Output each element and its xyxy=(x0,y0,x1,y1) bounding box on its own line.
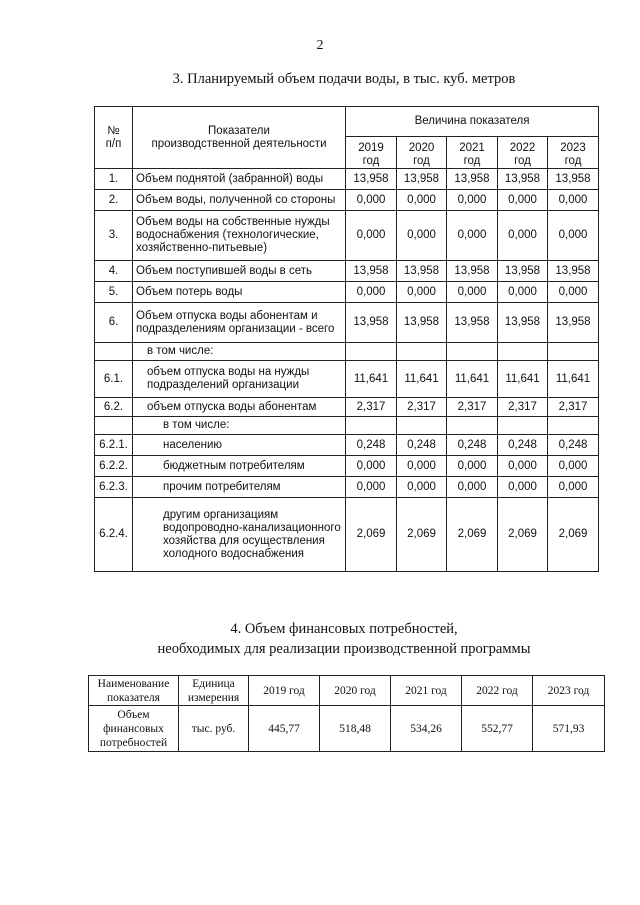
fin-data-cell: 534,26 xyxy=(391,706,462,752)
header-year-value: 2022 xyxy=(509,142,536,154)
header-value-group: Величина показателя xyxy=(346,107,599,137)
row-value: 0,000 xyxy=(447,456,498,477)
fin-data-cell: тыс. руб. xyxy=(179,706,249,752)
section-3-title: 3. Планируемый объем подачи воды, в тыс. куб. метров xyxy=(172,71,516,87)
row-value: 2,317 xyxy=(548,398,599,417)
row-value: 13,958 xyxy=(548,169,599,190)
row-number: 6.1. xyxy=(95,361,133,398)
fin-data-cell: Объем финансовых потребностей xyxy=(89,706,179,752)
row-value: 2,317 xyxy=(447,398,498,417)
row-label: объем отпуска воды на нужды подразделений организации xyxy=(133,361,346,398)
row-value: 0,000 xyxy=(548,211,599,261)
row-value: 2,069 xyxy=(397,498,447,572)
fin-header-cell: 2022 год xyxy=(462,676,533,706)
fin-data-row xyxy=(89,706,605,752)
row-value xyxy=(346,417,397,435)
row-number: 3. xyxy=(95,211,133,261)
table-row xyxy=(95,361,599,398)
row-value: 0,000 xyxy=(447,190,498,211)
section-4-title-line2: необходимых для реализации производственной программы xyxy=(157,641,531,657)
header-year-value: 2021 xyxy=(459,142,485,154)
row-value: 13,958 xyxy=(397,261,447,282)
page-number: 2 xyxy=(316,38,324,53)
row-value: 0,248 xyxy=(346,435,397,456)
row-value xyxy=(498,343,548,361)
table-row xyxy=(95,343,599,361)
header-year-unit: год xyxy=(514,155,531,167)
row-value: 0,248 xyxy=(548,435,599,456)
row-value: 0,000 xyxy=(498,456,548,477)
row-value xyxy=(346,343,397,361)
row-value: 0,000 xyxy=(346,477,397,498)
row-value: 0,000 xyxy=(498,477,548,498)
row-number: 6.2.2. xyxy=(95,456,133,477)
row-value: 0,000 xyxy=(346,456,397,477)
row-label: в том числе: xyxy=(133,343,346,361)
row-number: 5. xyxy=(95,282,133,303)
header-year-value: 2020 xyxy=(408,142,435,154)
table-header-row xyxy=(95,107,599,137)
row-number: 4. xyxy=(95,261,133,282)
row-value: 0,000 xyxy=(397,282,447,303)
row-label: в том числе: xyxy=(133,417,346,435)
row-value: 0,000 xyxy=(548,190,599,211)
row-label: Объем потерь воды xyxy=(133,282,346,303)
row-value: 13,958 xyxy=(397,169,447,190)
water-supply-table xyxy=(94,106,599,572)
row-value xyxy=(397,343,447,361)
fin-header-cell: Наименование показателя xyxy=(89,676,179,706)
row-label: Объем воды на собственные нужды водоснабжения (технологические, хозяйственно-питьевые) xyxy=(133,211,346,261)
fin-data-cell: 571,93 xyxy=(533,706,605,752)
header-year-unit: год xyxy=(362,155,380,167)
row-label: Объем воды, полученной со стороны xyxy=(133,190,346,211)
row-value: 2,069 xyxy=(447,498,498,572)
table-row xyxy=(95,477,599,498)
row-number: 1. xyxy=(95,169,133,190)
row-value: 11,641 xyxy=(498,361,548,398)
table-row xyxy=(95,435,599,456)
row-value: 11,641 xyxy=(397,361,447,398)
row-number: 6.2.1. xyxy=(95,435,133,456)
row-value: 2,317 xyxy=(498,398,548,417)
row-value xyxy=(447,343,498,361)
row-number: 6. xyxy=(95,303,133,343)
row-label: прочим потребителям xyxy=(133,477,346,498)
row-value xyxy=(548,417,599,435)
row-value: 13,958 xyxy=(498,303,548,343)
row-value xyxy=(447,417,498,435)
row-value: 13,958 xyxy=(346,303,397,343)
fin-header-cell: 2019 год xyxy=(249,676,320,706)
row-value: 2,317 xyxy=(397,398,447,417)
row-value: 11,641 xyxy=(346,361,397,398)
fin-header-cell: Единица измерения xyxy=(179,676,249,706)
header-year xyxy=(498,137,548,169)
section-4-title xyxy=(84,619,604,659)
row-label: Объем отпуска воды абонентам и подразделениям организации - всего xyxy=(133,303,346,343)
row-value: 0,000 xyxy=(397,190,447,211)
row-value: 13,958 xyxy=(346,261,397,282)
row-value: 0,000 xyxy=(397,211,447,261)
section-4-title-line1: 4. Объем финансовых потребностей, xyxy=(230,621,458,637)
row-value: 0,000 xyxy=(447,211,498,261)
fin-data-cell: 445,77 xyxy=(249,706,320,752)
header-year xyxy=(447,137,498,169)
row-label: Объем поступившей воды в сеть xyxy=(133,261,346,282)
row-label: Объем поднятой (забранной) воды xyxy=(133,169,346,190)
row-value: 0,000 xyxy=(397,477,447,498)
table-row xyxy=(95,211,599,261)
row-value: 0,000 xyxy=(548,477,599,498)
table-row xyxy=(95,261,599,282)
row-value: 0,000 xyxy=(548,282,599,303)
row-label: объем отпуска воды абонентам xyxy=(133,398,346,417)
row-value: 13,958 xyxy=(447,169,498,190)
table-row xyxy=(95,398,599,417)
row-value: 13,958 xyxy=(447,261,498,282)
header-year-unit: год xyxy=(413,155,430,167)
row-value: 13,958 xyxy=(346,169,397,190)
row-value: 0,000 xyxy=(346,282,397,303)
row-value: 0,000 xyxy=(548,456,599,477)
row-value: 0,000 xyxy=(498,211,548,261)
table-row xyxy=(95,190,599,211)
row-value: 13,958 xyxy=(397,303,447,343)
row-value: 0,248 xyxy=(447,435,498,456)
table-row xyxy=(95,498,599,572)
row-label: другим организациям водопроводно-канализационного хозяйства для осуществления холодного водоснабжения xyxy=(133,498,346,572)
table-row xyxy=(95,456,599,477)
row-label: бюджетным потребителям xyxy=(133,456,346,477)
header-year-unit: год xyxy=(463,155,481,167)
row-value xyxy=(498,417,548,435)
header-num: № п/п xyxy=(95,107,133,169)
header-indicator: Показатели производственной деятельности xyxy=(133,107,346,169)
table-row xyxy=(95,303,599,343)
row-value: 2,069 xyxy=(548,498,599,572)
header-year xyxy=(346,137,397,169)
row-number xyxy=(95,417,133,435)
row-value: 0,000 xyxy=(447,282,498,303)
table-row xyxy=(95,417,599,435)
fin-header-cell: 2020 год xyxy=(320,676,391,706)
row-value: 2,317 xyxy=(346,398,397,417)
fin-header-row xyxy=(89,676,605,706)
header-year-unit: год xyxy=(564,155,582,167)
header-year xyxy=(397,137,447,169)
row-value: 0,000 xyxy=(447,477,498,498)
row-value: 11,641 xyxy=(548,361,599,398)
row-value xyxy=(548,343,599,361)
table-row xyxy=(95,169,599,190)
row-value: 11,641 xyxy=(447,361,498,398)
row-value: 13,958 xyxy=(447,303,498,343)
financial-needs-table xyxy=(88,675,605,752)
fin-header-cell: 2021 год xyxy=(391,676,462,706)
row-value: 0,000 xyxy=(397,456,447,477)
header-year xyxy=(548,137,599,169)
row-number: 6.2. xyxy=(95,398,133,417)
fin-data-cell: 518,48 xyxy=(320,706,391,752)
row-number: 2. xyxy=(95,190,133,211)
table-row xyxy=(95,282,599,303)
row-value: 13,958 xyxy=(548,261,599,282)
fin-data-cell: 552,77 xyxy=(462,706,533,752)
row-value: 13,958 xyxy=(548,303,599,343)
row-value: 2,069 xyxy=(498,498,548,572)
row-value: 0,000 xyxy=(498,190,548,211)
row-value: 2,069 xyxy=(346,498,397,572)
row-value: 0,248 xyxy=(498,435,548,456)
row-number xyxy=(95,343,133,361)
row-value xyxy=(397,417,447,435)
fin-header-cell: 2023 год xyxy=(533,676,605,706)
header-year-value: 2019 xyxy=(358,142,384,154)
row-number: 6.2.4. xyxy=(95,498,133,572)
row-value: 13,958 xyxy=(498,169,548,190)
row-value: 0,248 xyxy=(397,435,447,456)
row-label: населению xyxy=(133,435,346,456)
header-year-value: 2023 xyxy=(560,142,586,154)
row-value: 0,000 xyxy=(498,282,548,303)
row-value: 0,000 xyxy=(346,190,397,211)
row-value: 0,000 xyxy=(346,211,397,261)
row-value: 13,958 xyxy=(498,261,548,282)
row-number: 6.2.3. xyxy=(95,477,133,498)
